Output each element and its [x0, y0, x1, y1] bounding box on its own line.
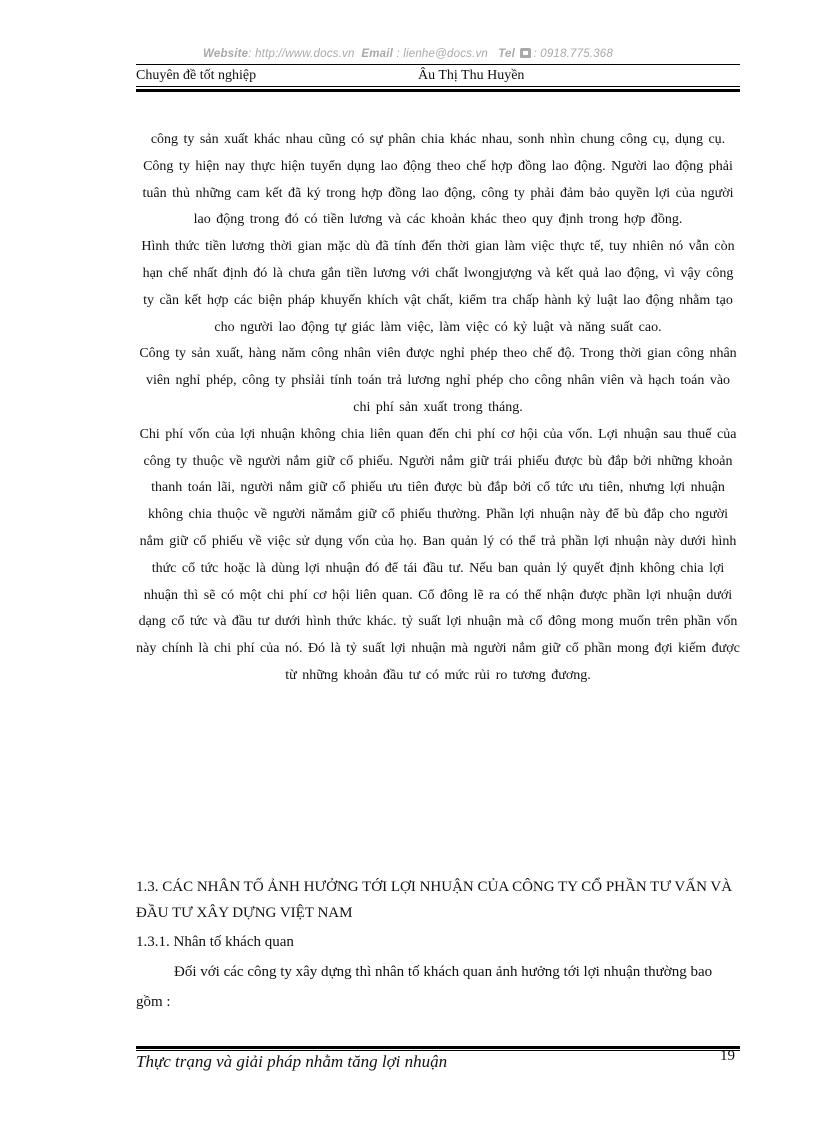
website-banner	[0, 48, 816, 60]
paragraph: Công ty sản xuất, hàng năm công nhân viên được nghỉ phép theo chế độ. Trong thời gian công nhân viên nghỉ phép, công ty phsỉải tính toán trả lương nghỉ phép cho công nhân viên và hạch toán vào chi phí sản xuất trong tháng.	[139, 346, 737, 415]
footer-rule-thick	[136, 1046, 740, 1049]
section-subheading: 1.3.1. Nhân tố khách quan	[136, 934, 294, 950]
running-header	[136, 66, 740, 86]
website-label: Website	[203, 48, 249, 60]
tel-value: : 0918.775.368	[533, 48, 613, 60]
header-author: Âu Thị Thu Huyền	[418, 68, 525, 83]
paragraph: Công ty hiện nay thực hiện tuyển dụng lao động theo chế hợp đồng lao động. Người lao động phải tuân thủ những cam kết đã ký trong hợp đồng lao động, công ty phải đảm bảo quyền lợi của người lao động trong đó có tiền lương và các khoản khác theo quy định trong hợp đồng.	[142, 158, 734, 228]
section-paragraph: Đối với các công ty xây dựng thì nhân tố khách quan ảnh hưởng tới lợi nhuận thường bao gồm :	[136, 964, 713, 1010]
email-value[interactable]: : lienhe@docs.vn	[393, 48, 489, 60]
paragraph: Hình thức tiền lương thời gian mặc dù đã tính đến thời gian làm việc thực tế, tuy nhiên nó vẫn còn hạn chế nhất định đó là chưa gắn tiền lương với chất lwongjượng và kết quả lao động, vì vậy công ty cần kết hợp các biện pháp khuyến khích vật chất, kiểm tra chấp hành kỷ luật lao động nhằm tạo cho người lao động tự giác làm việc, làm việc có kỷ luật và năng suất cao.	[141, 239, 735, 335]
website-value[interactable]: : http://www.docs.vn	[248, 48, 355, 60]
header-rule-thin	[136, 86, 740, 87]
footer-rule-thin	[136, 1050, 740, 1051]
page-number: 19	[720, 1048, 735, 1064]
paragraph: công ty sản xuất khác nhau cũng có sự phân chia khác nhau, sonh nhìn chung công cụ, dụng cụ.	[150, 132, 726, 147]
tel-label: Tel	[498, 48, 516, 60]
email-label: Email	[361, 48, 394, 60]
paragraph: Chi phí vốn của lợi nhuận không chia liên quan đến chi phí cơ hội của vốn. Lợi nhuận sau thuế của công ty thuộc về người nắm giữ cổ phiếu. Người nắm giữ trái phiếu được bù đắp bởi những khoản thanh toán lãi, người nắm giữ cổ phiếu ưu tiên được bù đắp bởi cổ tức ưu tiên, nhưng lợi nhuận không chia thuộc về người nămắm giữ cổ phiếu thường. Phần lợi nhuận này để bù đắp cho người nắm giữ cổ phiếu về việc sử dụng vốn của họ. Ban quản lý có thể trả phần lợi nhuận này dưới hình thức cổ tức hoặc là dùng lợi nhuận đó để tái đầu tư. Nếu ban quản lý quyết định không chia lợi nhuận thì sẽ có một chi phí cơ hội liên quan. Cổ đông lẽ ra có thể nhận được phần lợi nhuận dưới dạng cổ tức và đầu tư dưới hình thức khác. tỷ suất lợi nhuận mà cổ đông mong muốn trên phần vốn này chính là chi phí của nó. Đó là tỷ suất lợi nhuận mà người nắm giữ cổ phần mong đợi kiếm được từ những khoản đầu tư có mức rủi ro tương đương.	[136, 426, 740, 683]
header-document-type: Chuyên đề tốt nghiệp	[136, 68, 257, 83]
section-heading: 1.3. CÁC NHÂN TỐ ẢNH HƯỞNG TỚI LỢI NHUẬN CỦA CÔNG TY CỔ PHẦN TƯ VẤN VÀ ĐẦU TƯ XÂY DỰNG VIỆT NAM	[136, 879, 733, 921]
body-text	[136, 127, 740, 690]
header-top-rule	[136, 64, 740, 65]
footer-title: Thực trạng và giải pháp nhằm tăng lợi nhuận	[136, 1052, 448, 1071]
header-rule-thick	[136, 89, 740, 92]
phone-icon	[520, 48, 531, 58]
